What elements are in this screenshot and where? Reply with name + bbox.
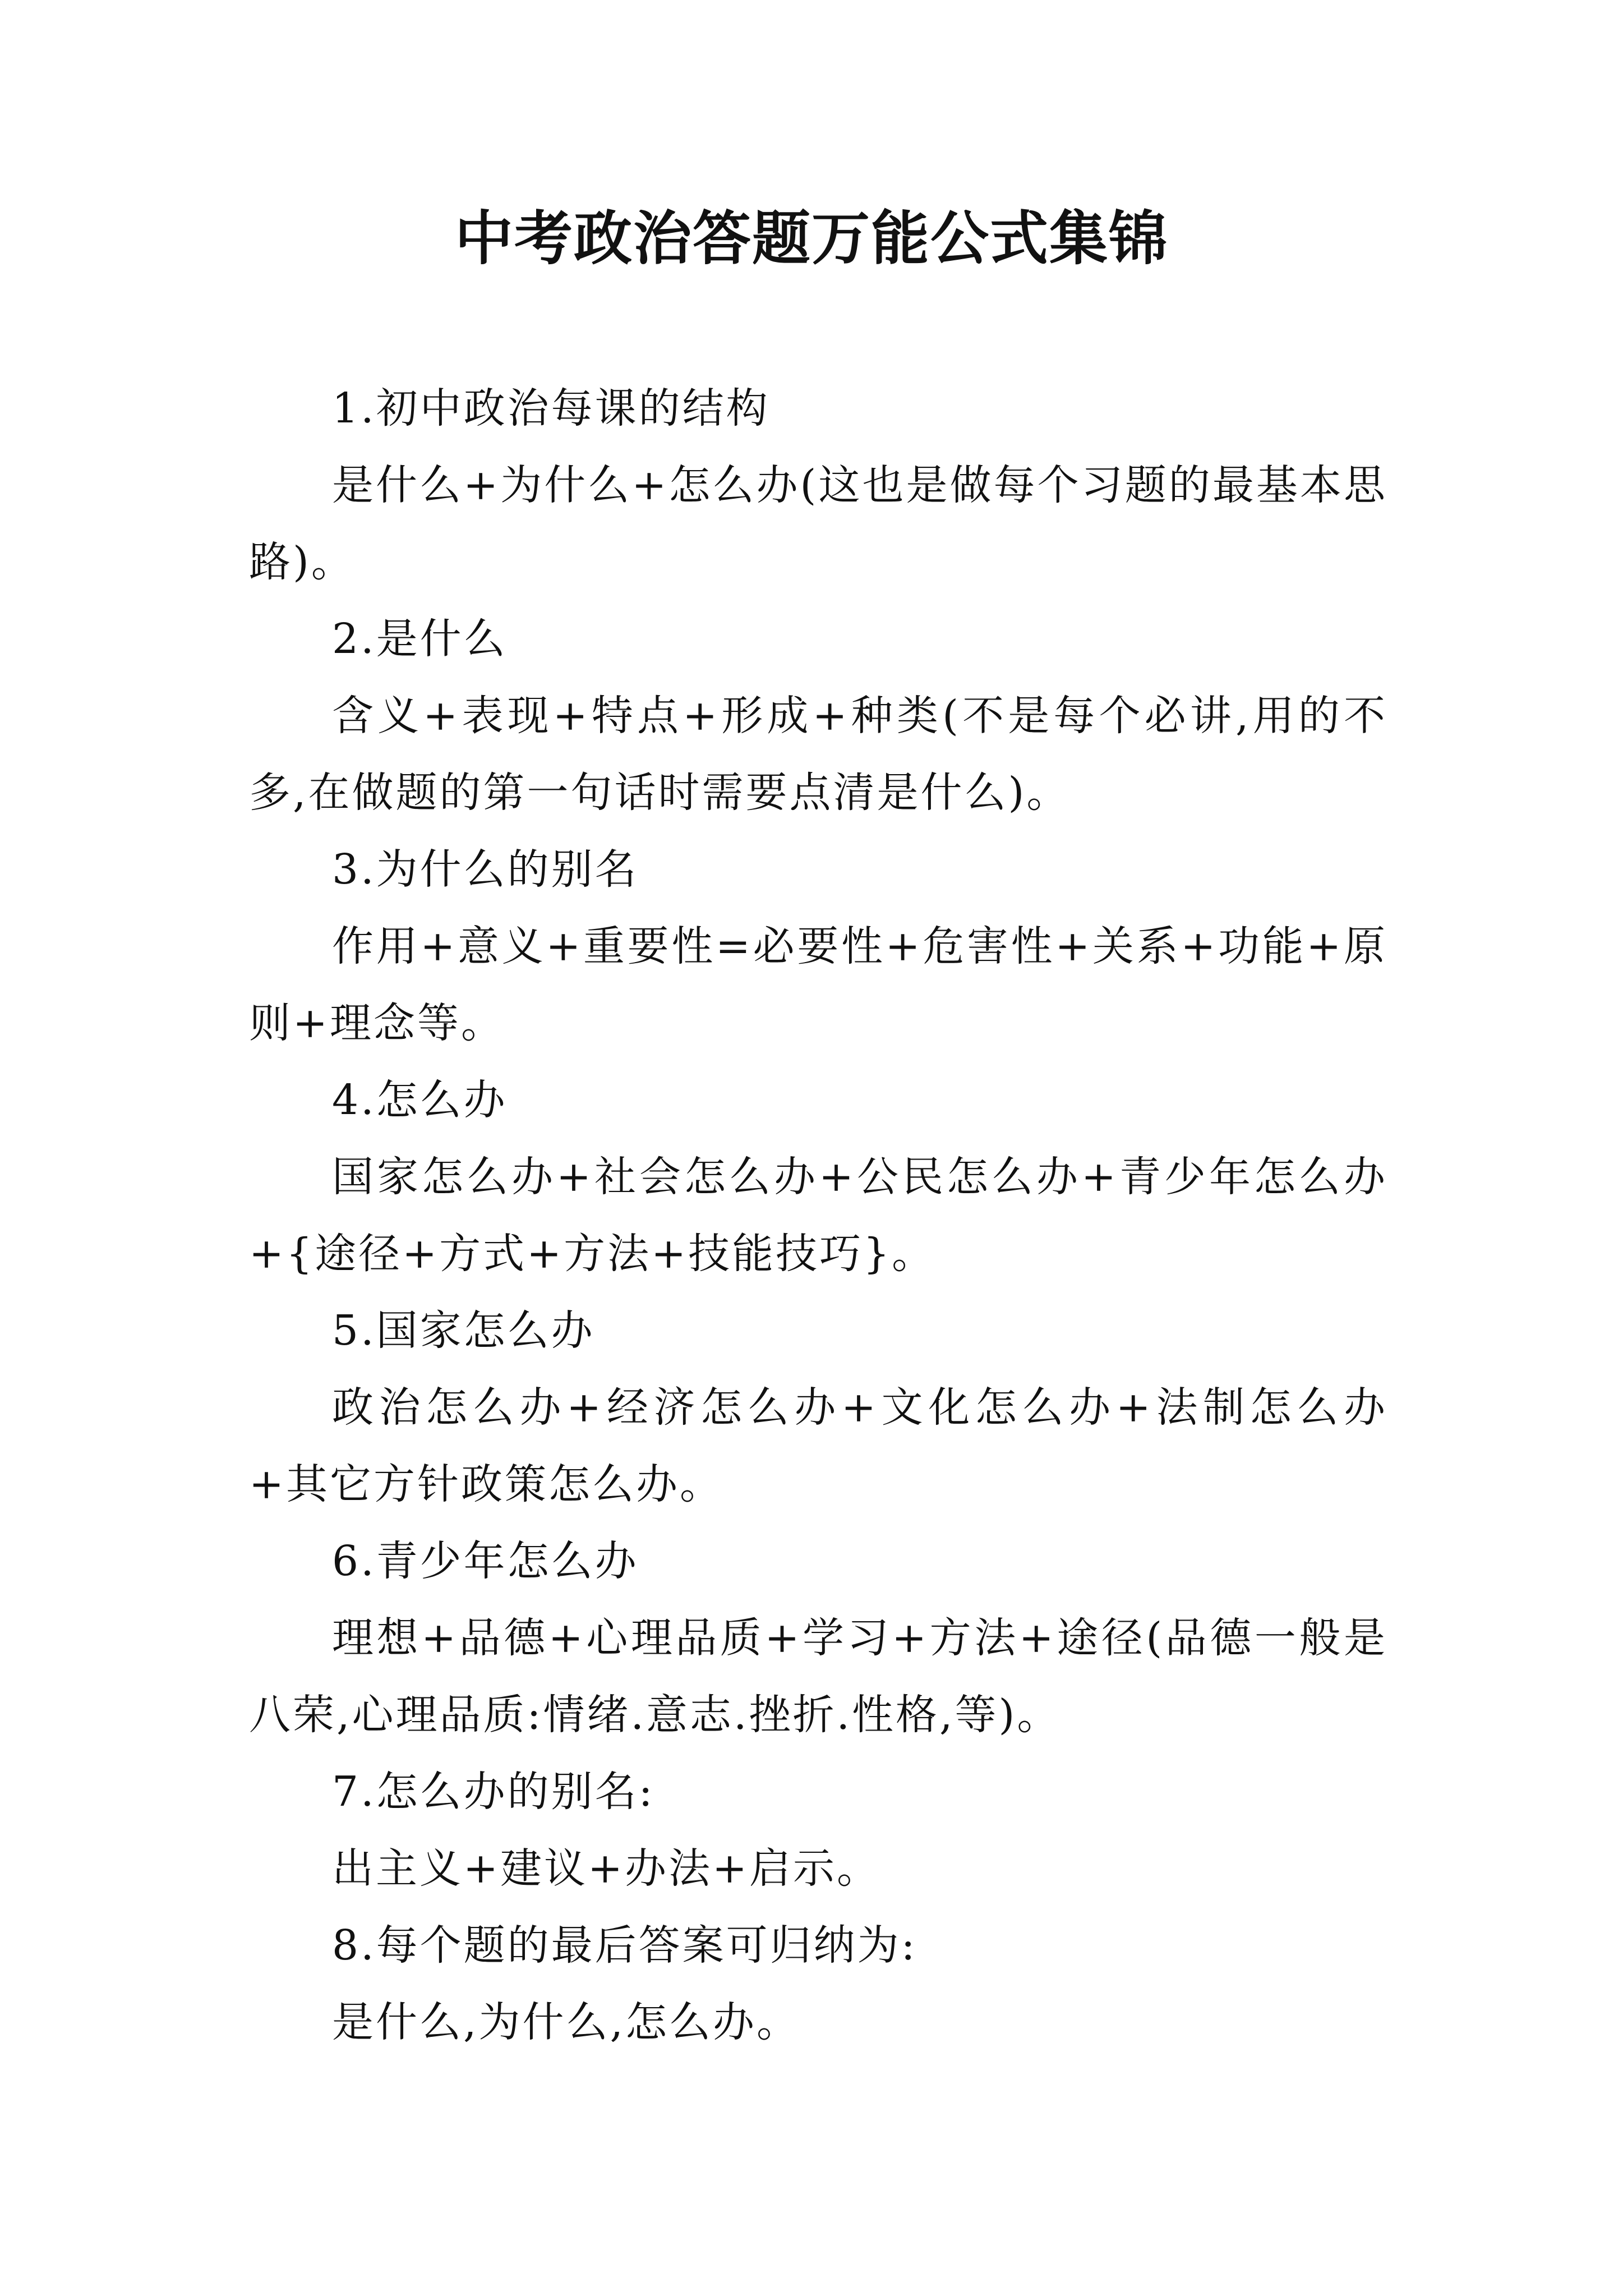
document-body: [249, 370, 1387, 2061]
paragraph: 出主义+建议+办法+启示。: [332, 1844, 881, 1893]
section-heading: 1.初中政治每课的结构: [332, 384, 770, 432]
paragraph: 政治怎么办+经济怎么办+文化怎么办+法制怎么办+其它方针政策怎么办。: [249, 1383, 1387, 1508]
paragraph: 是什么,为什么,怎么办。: [332, 1998, 801, 2046]
paragraph: 是什么+为什么+怎么办(这也是做每个习题的最基本思路)。: [249, 461, 1387, 586]
paragraph: 作用+意义+重要性=必要性+危害性+关系+功能+原则+理念等。: [249, 922, 1387, 1047]
paragraph: 国家怎么办+社会怎么办+公民怎么办+青少年怎么办+{途径+方式+方法+技能技巧}。: [249, 1153, 1387, 1278]
section-heading: 4.怎么办: [332, 1076, 508, 1124]
section-heading: 6.青少年怎么办: [332, 1537, 639, 1585]
paragraph: 理想+品德+心理品质+学习+方法+途径(品德一般是八荣,心理品质:情绪.意志.挫折.性格,等)。: [249, 1614, 1387, 1739]
section-heading: 3.为什么的别名: [332, 845, 639, 894]
paragraph: 含义+表现+特点+形成+种类(不是每个必讲,用的不多,在做题的第一句话时需要点清是什么)。: [249, 692, 1387, 817]
section-heading: 5.国家怎么办: [332, 1306, 595, 1355]
section-heading: 7.怎么办的别名:: [332, 1768, 655, 1816]
document-title: 中考政治答题万能公式集锦: [454, 204, 1168, 273]
section-heading: 8.每个题的最后答案可归纳为:: [332, 1921, 917, 1970]
section-heading: 2.是什么: [332, 615, 508, 663]
